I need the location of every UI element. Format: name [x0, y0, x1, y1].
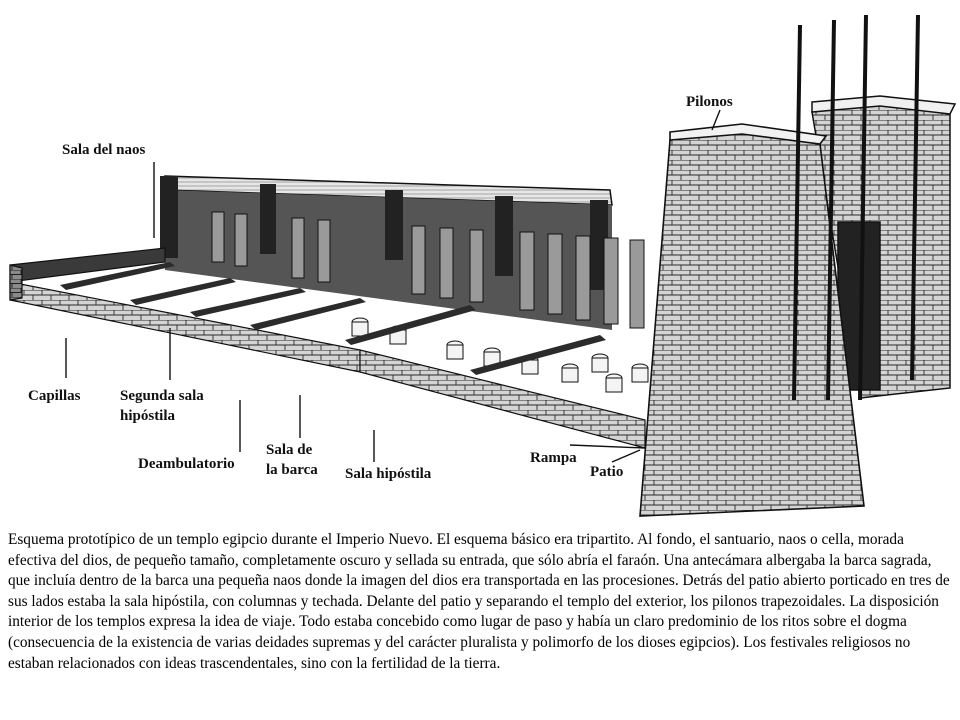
label-sala-naos: Sala del naos [62, 142, 146, 158]
label-segunda-sala-line1: Segunda sala [120, 388, 204, 404]
label-rampa: Rampa [530, 450, 577, 466]
label-capillas: Capillas [28, 388, 81, 404]
label-segunda-sala-line2: hipóstila [120, 408, 176, 424]
label-pilonos: Pilonos [686, 94, 733, 110]
label-sala-barca-line2: la barca [266, 462, 318, 478]
label-sala-barca-line1: Sala de [266, 442, 313, 458]
label-sala-hipostila: Sala hipóstila [345, 466, 432, 482]
label-deambulatorio: Deambulatorio [138, 456, 235, 472]
caption: Esquema prototípico de un templo egipcio durante el Imperio Nuevo. El esquema básico era tripartito. Al fondo, el santuario, naos o cella, morada efectiva del dios, de pequeño tamaño, completamente oscuro y sellada su entrada, que sólo abría el faraón. Una antecámara albergaba la barca sagrada, que incluía dentro de la barca una pequeña naos donde la imagen del dios era transportada en las procesiones. Detrás del patio abierto porticado en tres de sus lados estaba la sala hipóstila, con columnas y techada. Delante del patio y separando el templo del exterior, los pilonos trapezoidales. La disposición interior de los templos expresa la idea de viaje. Todo estaba concebido como lugar de paso y había un claro predominio de los ritos sobre el dogma (consecuencia de la existencia de varias deidades supremas y del carácter pluralista y polimorfo de los dioses egipcios). Los festivales religiosos no estaban relacionados con ideas trascendentales, sino con la fertilidad de la tierra. [8, 531, 950, 672]
label-patio: Patio [590, 464, 624, 480]
